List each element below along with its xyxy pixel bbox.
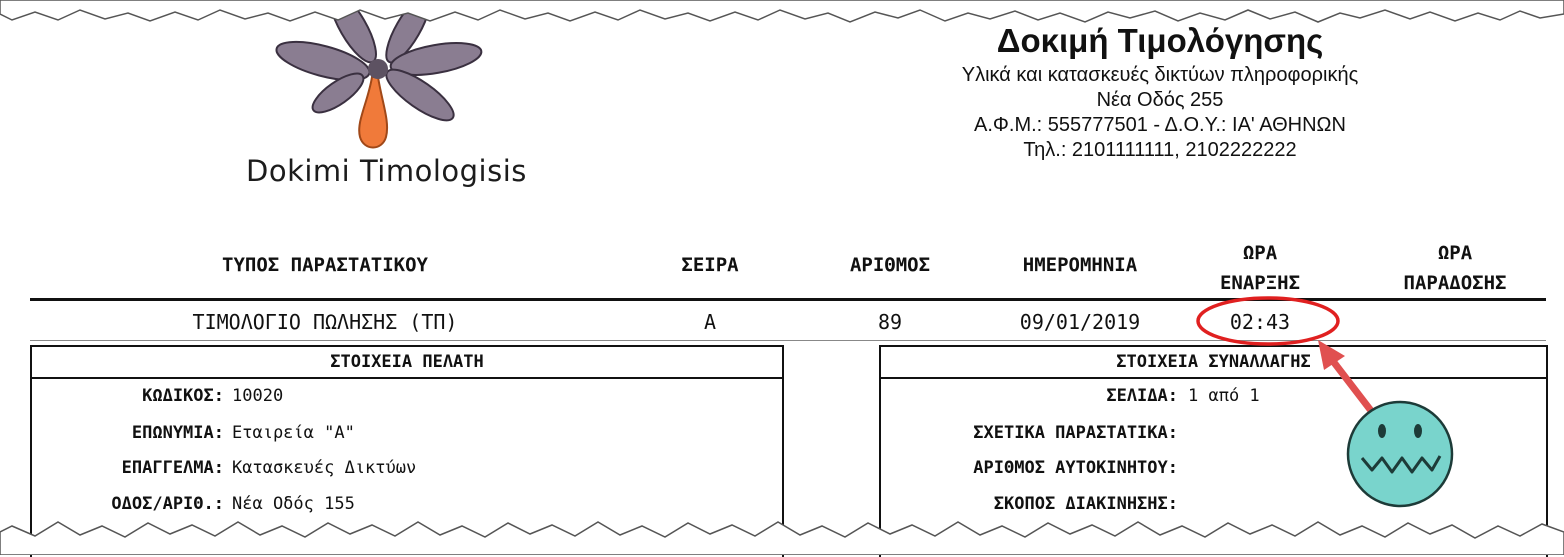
header-start-time — [1190, 238, 1330, 298]
company-address: Νέα Οδός 255 — [1096, 89, 1224, 111]
transaction-info-title: ΣΤΟΙΧΕΙΑ ΣΥΝΑΛΛΑΓΗΣ — [881, 347, 1546, 379]
header-date: ΗΜΕΡΟΜΗΝΙΑ — [1022, 254, 1138, 276]
page-label: ΣΕΛΙΔΑ: — [1106, 386, 1178, 406]
customer-street: Νέα Οδός 155 — [232, 494, 355, 514]
vehicle-label: ΑΡΙΘΜΟΣ ΑΥΤΟΚΙΝΗΤΟΥ: — [973, 458, 1178, 478]
values-divider — [30, 340, 1546, 341]
logo-text: Dokimi Timologisis — [246, 154, 527, 188]
purpose-label: ΣΚΟΠΟΣ ΔΙΑΚΙΝΗΣΗΣ: — [993, 494, 1178, 514]
header-divider — [30, 298, 1546, 301]
customer-profession-label: ΕΠΑΓΓΕΛΜΑ: — [121, 458, 224, 478]
number-value: 89 — [877, 310, 903, 334]
customer-profession: Κατασκευές Δικτύων — [232, 458, 417, 478]
header-series: ΣΕΙΡΑ — [681, 254, 739, 276]
header-start-time-line1: ΩΡΑ — [1242, 242, 1278, 264]
header-number: ΑΡΙΘΜΟΣ — [849, 254, 931, 276]
date-value: 09/01/2019 — [1019, 310, 1141, 334]
company-info — [900, 22, 1420, 163]
customer-name-label: ΕΠΩΝΥΜΙΑ: — [131, 423, 224, 443]
header-start-time-line2: ΕΝΑΡΞΗΣ — [1219, 272, 1301, 294]
header-delivery-time — [1370, 238, 1540, 298]
customer-code: 10020 — [232, 386, 284, 406]
torn-edge-bottom — [0, 512, 1564, 555]
company-name: Δοκιμή Τιμολόγησης — [996, 22, 1324, 59]
torn-edge-top — [0, 0, 1564, 40]
company-phones: Τηλ.: 2101111111, 2102222222 — [1023, 139, 1297, 161]
company-tax-info: Α.Φ.Μ.: 555777501 - Δ.Ο.Υ.: ΙΑ' ΑΘΗΝΩΝ — [974, 114, 1346, 136]
page-value: 1 από 1 — [1188, 386, 1260, 406]
related-docs-label: ΣΧΕΤΙΚΑ ΠΑΡΑΣΤΑΤΙΚΑ: — [973, 423, 1178, 443]
header-delivery-time-line1: ΩΡΑ — [1437, 242, 1473, 264]
series-value: Α — [703, 310, 717, 334]
customer-code-label: ΚΩΔΙΚΟΣ: — [142, 386, 224, 406]
header-delivery-time-line2: ΠΑΡΑΔΟΣΗΣ — [1403, 272, 1507, 294]
header-document-type: ΤΥΠΟΣ ΠΑΡΑΣΤΑΤΙΚΟΥ — [222, 254, 428, 276]
customer-info-title: ΣΤΟΙΧΕΙΑ ΠΕΛΑΤΗ — [32, 347, 782, 379]
document-type-value: ΤΙΜΟΛΟΓΙΟ ΠΩΛΗΣΗΣ (ΤΠ) — [192, 310, 458, 334]
customer-street-label: ΟΔΟΣ/ΑΡΙΘ.: — [111, 494, 224, 514]
customer-name: Εταιρεία "Α" — [232, 423, 355, 443]
start-time-value: 02:43 — [1229, 310, 1291, 334]
company-activity: Υλικά και κατασκευές δικτύων πληροφορικής — [961, 64, 1359, 86]
